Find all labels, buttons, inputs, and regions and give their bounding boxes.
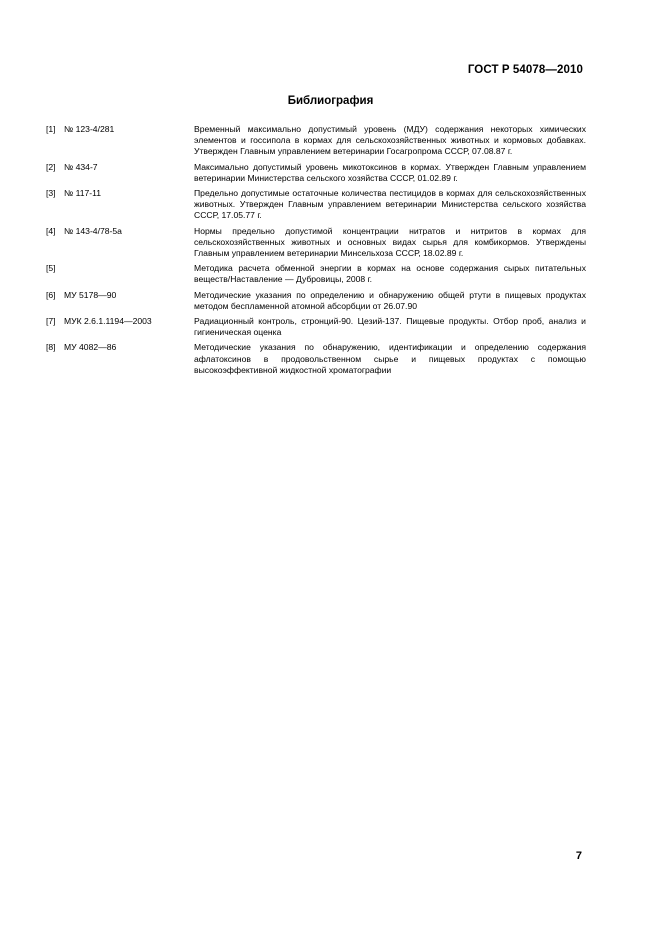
entry-code: № 123-4/281 <box>64 124 115 134</box>
bibliography-entry-5 <box>46 263 586 285</box>
entry-code: № 143-4/78-5а <box>64 225 122 236</box>
bibliography-entry-7 <box>46 316 586 338</box>
entry-number: [7] <box>46 316 56 327</box>
entry-code: МУК 2.6.1.1194—2003 <box>64 316 152 327</box>
entry-description: Максимально допустимый уровень микотоксинов в кормах. Утвержден Главным управлением ветеринарии Министерства сельского хозяйства СССР, 01.02.89 г. <box>194 161 586 183</box>
entry-code <box>64 263 194 285</box>
entry-description: Предельно допустимые остаточные количества пестицидов в кормах для сельскохозяйственных животных. Утвержден Главным управлением ветеринарии Министерства сельского хозяйства СССР, 17.05.77 г. <box>194 188 586 221</box>
bibliography-entry-6 <box>46 290 586 312</box>
entry-code: № 117-11 <box>64 188 102 199</box>
entry-description: Временный максимально допустимый уровень (МДУ) содержания некоторых химических элементов и госсипола в кормах для сельскохозяйственных животных и кормовых добавках. Утвержден Главным управлением ветеринарии Госагропрома СССР, 07.08.87 г. <box>194 124 586 157</box>
entry-number: [1] <box>46 124 56 134</box>
entry-code: МУ 4082—86 <box>64 342 117 353</box>
entry-number: [6] <box>46 289 56 300</box>
bibliography-list <box>46 124 586 380</box>
entry-number: [2] <box>46 161 56 172</box>
entry-number: [3] <box>46 188 56 199</box>
entry-description: Нормы предельно допустимой концентрации нитратов и нитритов в кормах для сельскохозяйственных животных и основных видах сырья для комбикормов. Утверждены Главным управлением ветеринарии Минсельхоза СССР, 18.02.89 г. <box>194 225 586 259</box>
bibliography-entry-1 <box>46 124 586 158</box>
entry-description: Методические указания по определению и обнаружению общей ртути в пищевых продуктах методом беспламенной атомной абсорбции от 26.07.90 <box>194 289 586 311</box>
page-number: 7 <box>575 850 582 862</box>
page-title: Библиография <box>287 95 374 107</box>
document-standard-header: ГОСТ Р 54078—2010 <box>467 64 583 76</box>
bibliography-entry-3 <box>46 188 586 222</box>
bibliography-entry-2 <box>46 162 586 184</box>
entry-number: [4] <box>46 225 56 236</box>
entry-number: [5] <box>46 263 56 274</box>
entry-number: [8] <box>46 342 56 353</box>
bibliography-entry-4 <box>46 226 586 260</box>
entry-code: МУ 5178—90 <box>64 289 117 300</box>
entry-description: Радиационный контроль, стронций-90. Цезий-137. Пищевые продукты. Отбор проб, анализ и гигиеническая оценка <box>194 316 586 338</box>
entry-description: Методика расчета обменной энергии в кормах на основе содержания сырых питательных веществ/Наставление — Дубровицы, 2008 г. <box>194 263 586 285</box>
entry-code: № 434-7 <box>64 161 98 172</box>
bibliography-entry-8 <box>46 342 586 376</box>
entry-description: Методические указания по обнаружению, идентификации и определению содержания афлатоксинов в продовольственном сырье и пищевых продуктах с помощью высокоэффективной жидкостной хроматографии <box>194 342 586 375</box>
